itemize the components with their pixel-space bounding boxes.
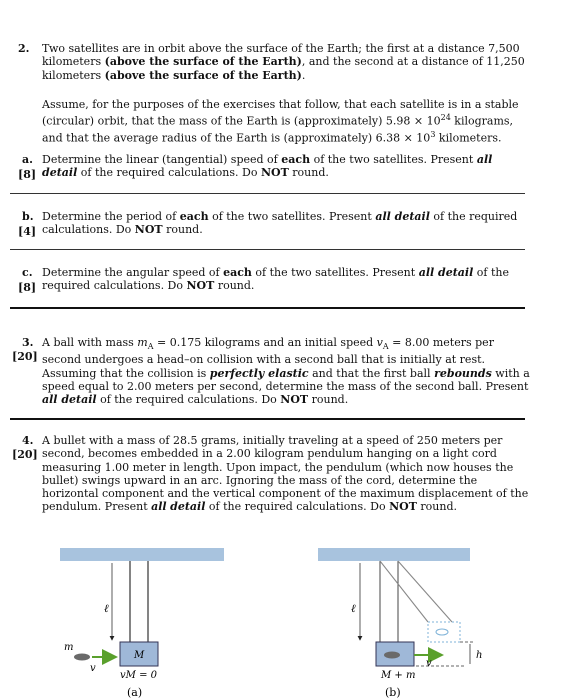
bullet-mass-label: m bbox=[64, 642, 74, 653]
block-label-a: M bbox=[134, 650, 145, 661]
bullet-velocity-label-b: v bbox=[426, 658, 432, 669]
part-b-points: [4] bbox=[18, 225, 37, 238]
part-b-text: Determine the period of each of the two satellites. Present all detail of the required calculations. Do NOT round. bbox=[42, 210, 518, 237]
question-3-text: A ball with mass $m_A = 0.175$ kilograms and an initial speed $v_A = 8.00$ meters per second undergoes a head–on collision with a second ball that is initially at rest. Assuming that the collision is perfectly elastic and that the first ball rebounds with a speed equal to 2.00 meters per second, determine the mass of the second ball. Present all detail of the required calculations. Do NOT round. bbox=[42, 336, 530, 407]
question-2-number: 2. bbox=[18, 42, 30, 55]
divider bbox=[10, 418, 525, 420]
question-4-number: 4. bbox=[22, 434, 34, 447]
length-label-b: ℓ bbox=[351, 602, 356, 615]
question-3-points: [20] bbox=[12, 350, 38, 363]
question-4-text: A bullet with a mass of 28.5 grams, initially traveling at a speed of 250 meters per second, becomes embedded in a 2.00 kilogram pendulum hanging on a light cord measuring 1.00 meter in length. Upon impact, the pendulum (which now houses the bullet) swings upward in an arc. Ignoring the mass of the cord, determine the horizontal component and the vertical component of the maximum displacement of the pendulum. Present all detail of the required calculations. Do NOT round. bbox=[42, 434, 529, 514]
combined-mass-label: M + m bbox=[381, 670, 416, 681]
pendulum-figure bbox=[0, 540, 571, 700]
divider bbox=[10, 249, 525, 250]
bullet-velocity-label-a: v bbox=[90, 663, 96, 674]
question-3-number: 3. bbox=[22, 336, 34, 349]
swung-cord-b bbox=[398, 561, 452, 622]
embedded-bullet bbox=[384, 652, 400, 659]
part-c-letter: c. bbox=[22, 266, 33, 279]
bullet-a bbox=[74, 654, 90, 661]
question-4-points: [20] bbox=[12, 448, 38, 461]
swung-block-ghost bbox=[428, 622, 460, 642]
caption-a: (a) bbox=[127, 686, 143, 699]
figure-panel-b bbox=[318, 548, 482, 699]
part-b-letter: b. bbox=[22, 210, 34, 223]
ghost-bullet bbox=[436, 629, 448, 635]
part-a-points: [8] bbox=[18, 168, 37, 181]
ceiling-a bbox=[60, 548, 224, 561]
ceiling-b bbox=[318, 548, 470, 561]
swung-cord-b bbox=[380, 561, 428, 622]
part-c-points: [8] bbox=[18, 281, 37, 294]
part-a-text: Determine the linear (tangential) speed of each of the two satellites. Present all detail of the required calculations. Do NOT round. bbox=[42, 153, 493, 180]
question-2-assumptions: Assume, for the purposes of the exercises that follow, that each satellite is in a stable (circular) orbit, that the mass of the Earth is (approximately) $5.98 \times 10^{24}$ kilograms, and that the average radius of the Earth is (approximately) $6.38 \times 10^3$ kilometers. bbox=[42, 98, 519, 145]
part-c-text: Determine the angular speed of each of the two satellites. Present all detail of the required calculations. Do NOT round. bbox=[42, 266, 509, 293]
caption-b: (b) bbox=[385, 686, 401, 699]
length-label-a: ℓ bbox=[104, 602, 109, 615]
height-label: h bbox=[476, 650, 483, 661]
divider bbox=[10, 307, 525, 309]
block-velocity-label: vM = 0 bbox=[120, 670, 157, 681]
figure-panel-a bbox=[60, 548, 224, 699]
question-2-intro: Two satellites are in orbit above the surface of the Earth; the first at a distance 7,500 kilometers (above the surface of the Earth), and the second at a distance of 11,250 kilometers (above the surface of the Earth). bbox=[42, 42, 525, 82]
divider bbox=[10, 193, 525, 194]
part-a-letter: a. bbox=[22, 153, 33, 166]
